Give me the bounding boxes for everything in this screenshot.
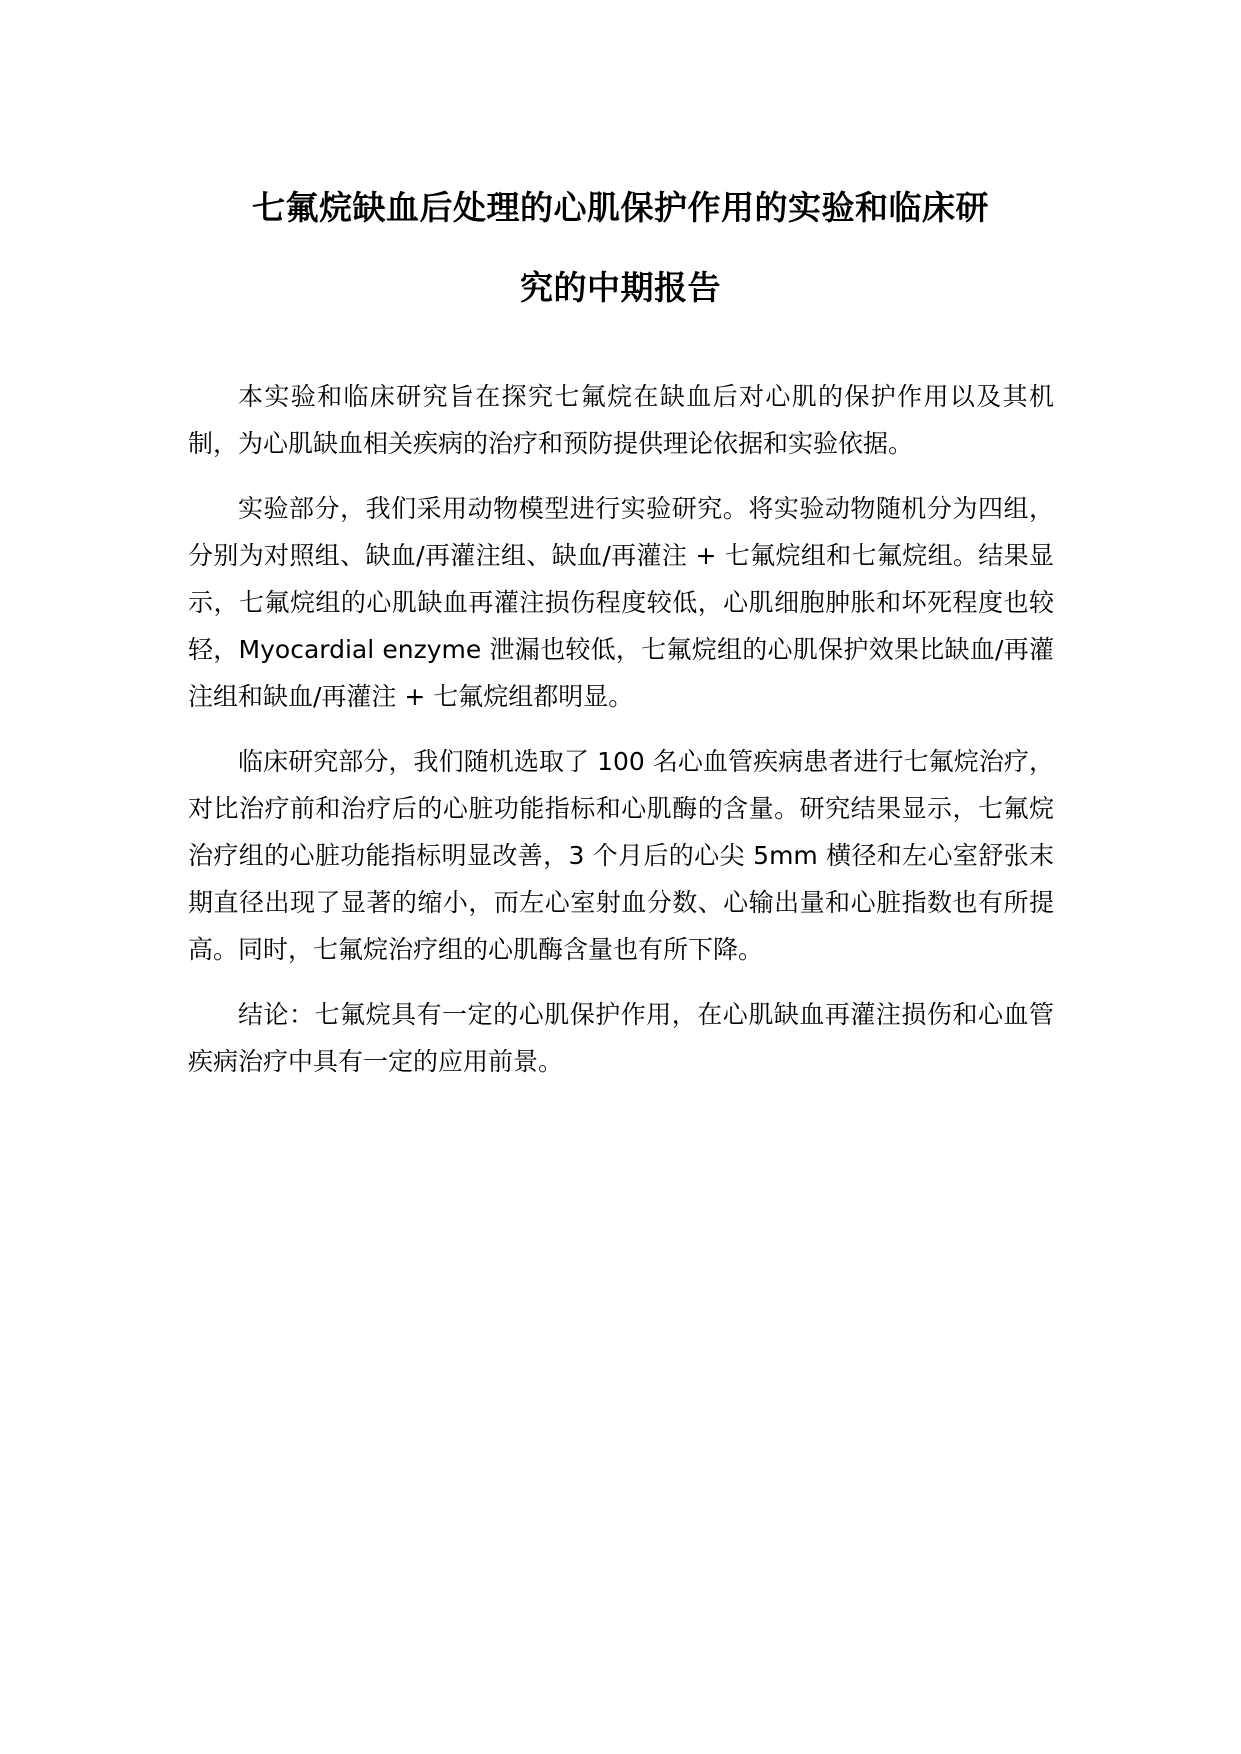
document-title	[180, 168, 1061, 328]
title-line-2: 究的中期报告	[520, 268, 721, 307]
paragraph-clinical: 临床研究部分，我们随机选取了 100 名心血管疾病患者进行七氟烷治疗，对比治疗前和治疗后的心脏功能指标和心肌酶的含量。研究结果显示，七氟烷治疗组的心脏功能指标明显改善，3 个月后的心尖 5mm 横径和左心室舒张末期直径出现了显著的缩小，而左心室射血分数、心输出量和心脏指数也有所提高。同时，七氟烷治疗组的心肌酶含量也有所下降。	[188, 747, 1054, 964]
title-line-1: 七氟烷缺血后处理的心肌保护作用的实验和临床研	[252, 188, 989, 227]
document-body	[188, 373, 1054, 1103]
paragraph-conclusion: 结论：七氟烷具有一定的心肌保护作用，在心肌缺血再灌注损伤和心血管疾病治疗中具有一定的应用前景。	[188, 1000, 1054, 1076]
paragraph-intro: 本实验和临床研究旨在探究七氟烷在缺血后对心肌的保护作用以及其机制，为心肌缺血相关疾病的治疗和预防提供理论依据和实验依据。	[188, 382, 1054, 458]
paragraph-experiment: 实验部分，我们采用动物模型进行实验研究。将实验动物随机分为四组，分别为对照组、缺血/再灌注组、缺血/再灌注 + 七氟烷组和七氟烷组。结果显示，七氟烷组的心肌缺血再灌注损伤程度较低，心肌细胞肿胀和坏死程度也较轻，Myocardial enzyme 泄漏也较低，七氟烷组的心肌保护效果比缺血/再灌注组和缺血/再灌注 + 七氟烷组都明显。	[188, 494, 1054, 711]
